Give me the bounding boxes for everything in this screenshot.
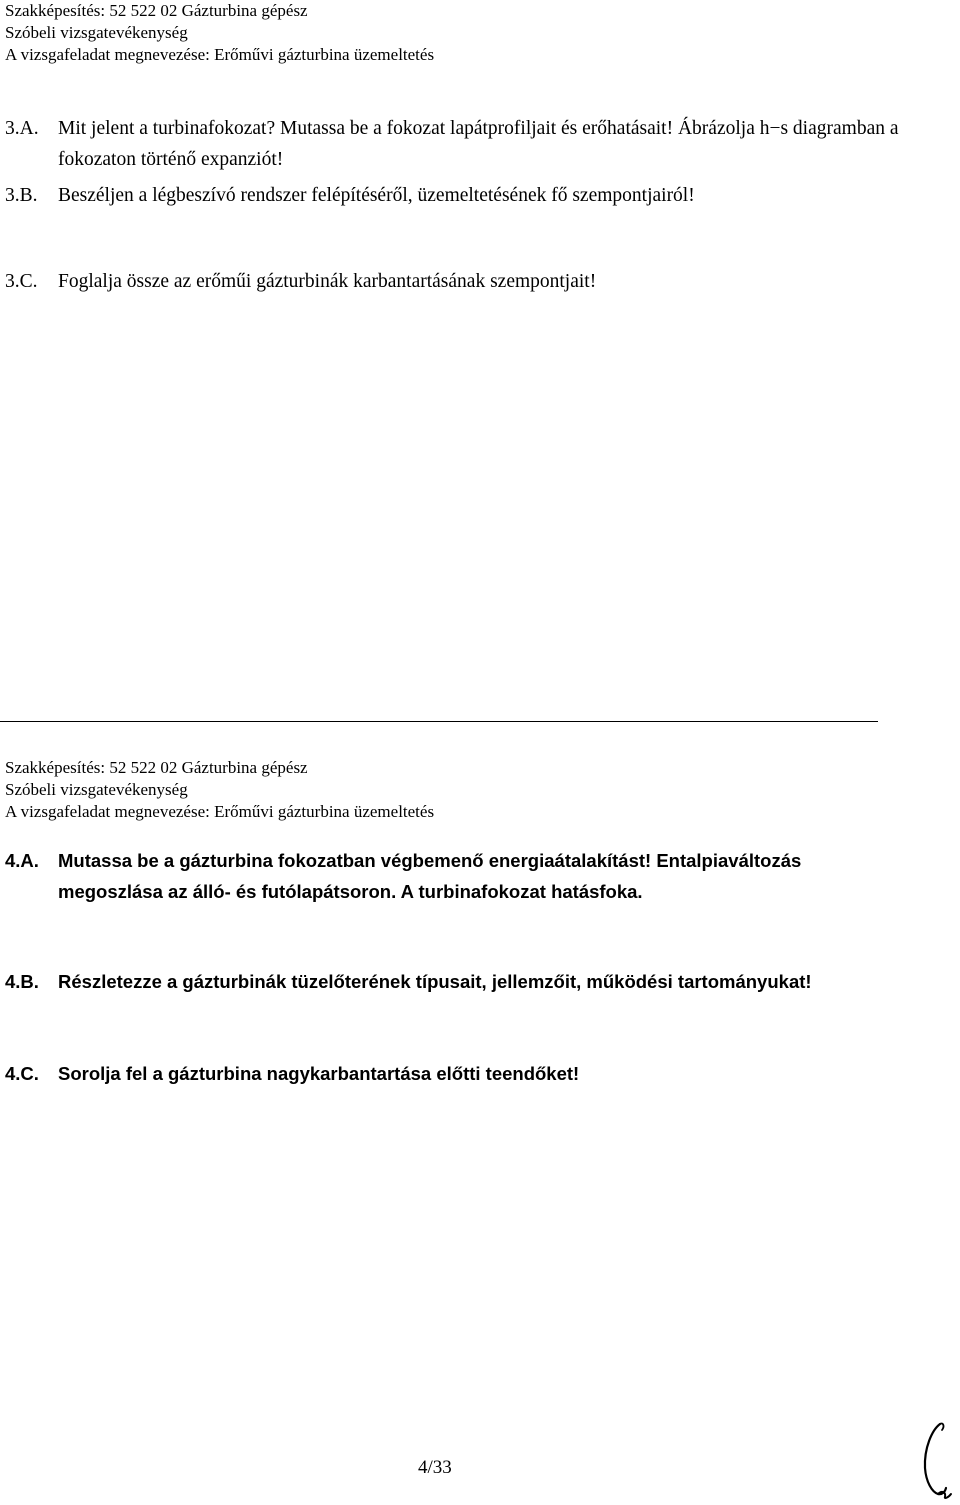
header-exam-type: Szóbeli vizsgatevékenység [5, 23, 188, 42]
page-header-bottom [5, 757, 434, 823]
page-number: 4/33 [418, 1457, 452, 1478]
question-3a [5, 113, 905, 175]
header-task-name: A vizsgafeladat megnevezése: Erőművi gázturbina üzemeltetés [5, 802, 435, 821]
handwritten-signature [918, 1420, 956, 1505]
question-3b [5, 180, 905, 211]
question-text: Mit jelent a turbinafokozat? Mutassa be a fokozat lapátprofiljait és erőhatásait! Ábrázolja h−s diagramban a fokozaton történő expanziót! [58, 118, 899, 170]
question-number: 3.C. [5, 271, 38, 292]
page-header-top [5, 0, 434, 66]
question-text: Mutassa be a gázturbina fokozatban végbemenő energiaátalakítást! Entalpiaváltozás megoszlása az álló- és futólapátsoron. A turbinafokozat hatásfoka. [58, 850, 802, 902]
question-text: Sorolja fel a gázturbina nagykarbantartása előtti teendőket! [58, 1063, 580, 1084]
question-number: 4.B. [5, 971, 39, 992]
question-3c [5, 266, 905, 297]
question-4a [5, 845, 905, 907]
header-task-name: A vizsgafeladat megnevezése: Erőművi gázturbina üzemeltetés [5, 45, 435, 64]
question-number: 3.B. [5, 185, 38, 206]
question-text: Részletezze a gázturbinák tüzelőterének típusait, jellemzőit, működési tartományukat! [58, 971, 812, 992]
header-exam-type: Szóbeli vizsgatevékenység [5, 780, 188, 799]
page-separator-line [0, 721, 878, 722]
header-qualification: Szakképesítés: 52 522 02 Gázturbina gépész [5, 1, 308, 20]
question-4b [5, 966, 905, 997]
header-qualification: Szakképesítés: 52 522 02 Gázturbina gépész [5, 758, 308, 777]
question-number: 3.A. [5, 118, 39, 139]
question-text: Foglalja össze az erőműi gázturbinák karbantartásának szempontjait! [58, 271, 597, 292]
question-text: Beszéljen a légbeszívó rendszer felépítéséről, üzemeltetésének fő szempontjairól! [58, 185, 695, 206]
question-number: 4.A. [5, 850, 39, 871]
question-4c [5, 1058, 905, 1089]
question-number: 4.C. [5, 1063, 39, 1084]
